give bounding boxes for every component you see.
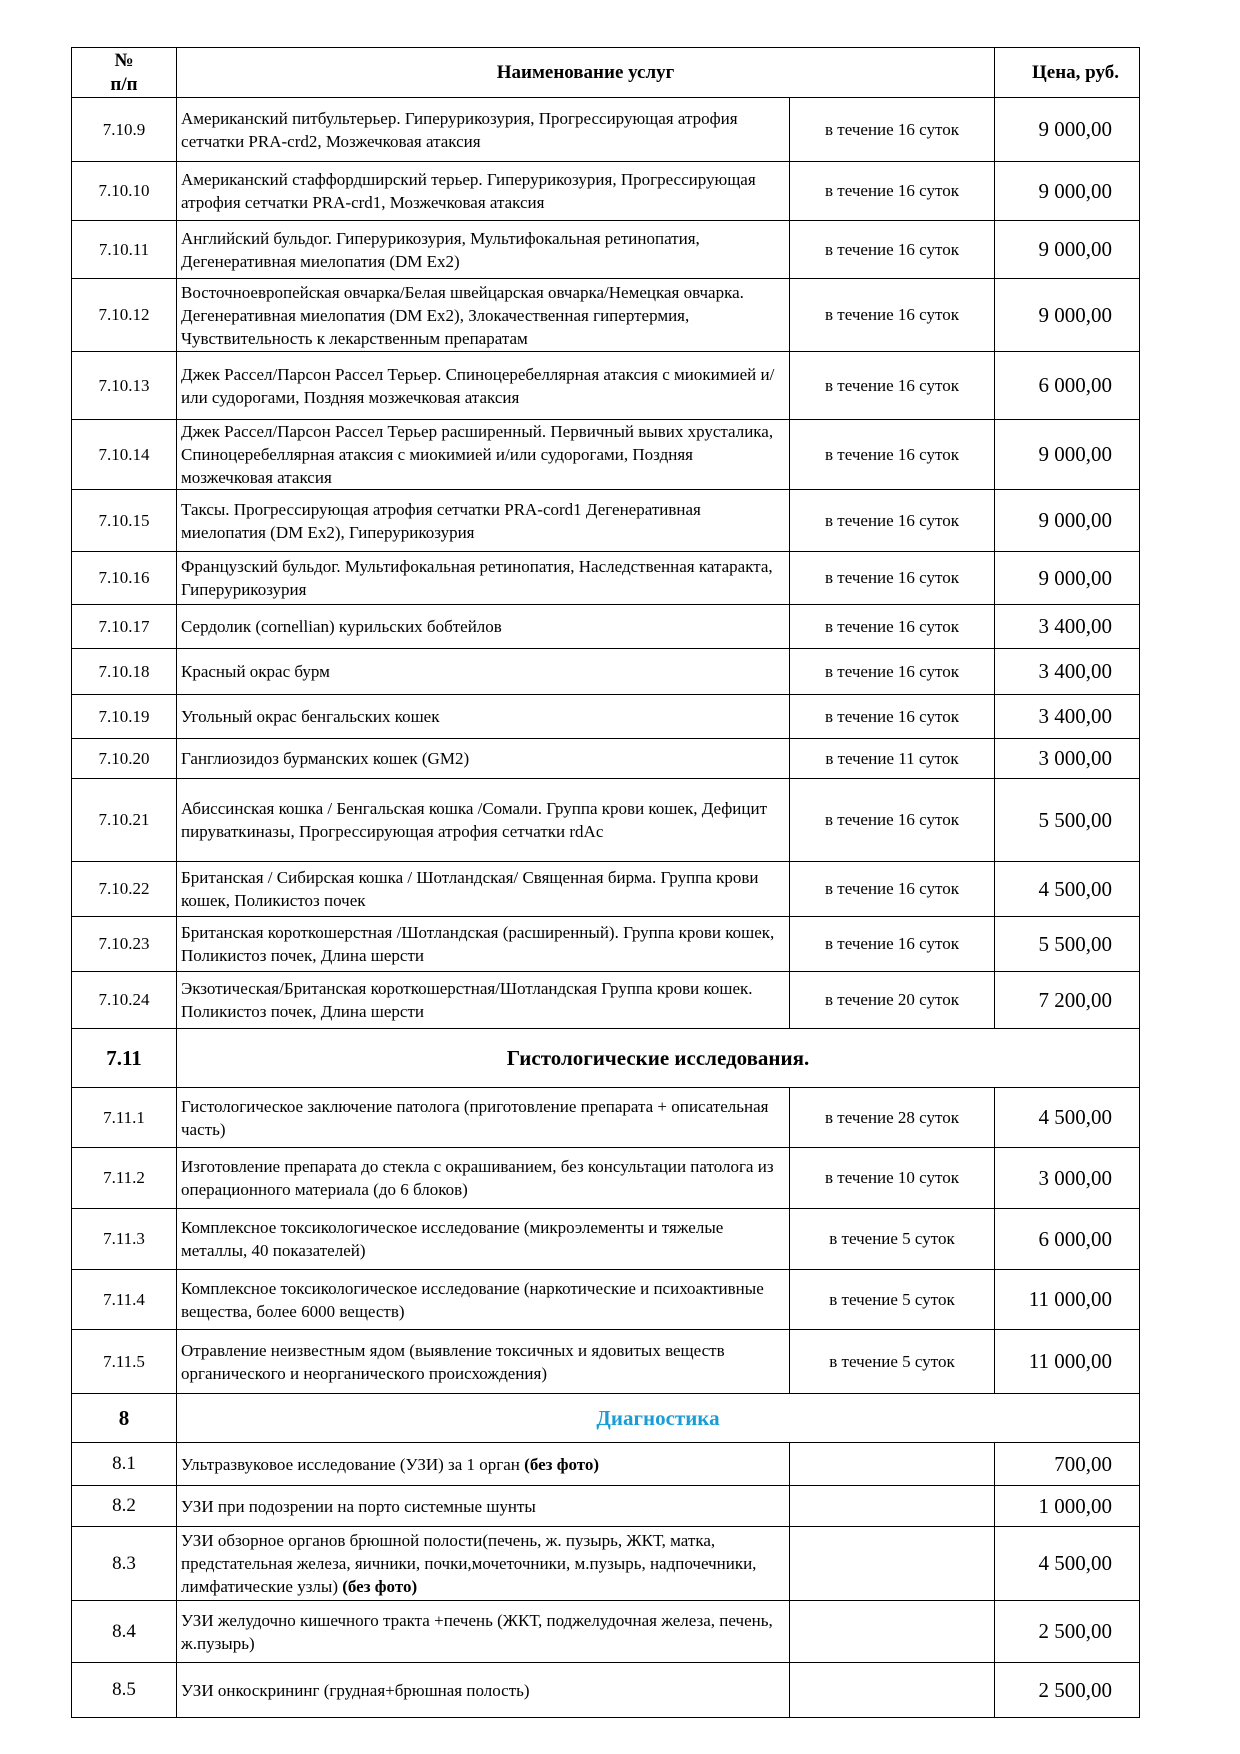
service-name: Изготовление препарата до стекла с окрашиванием, без консультации патолога из операционного материала (до 6 блоков): [177, 1148, 790, 1209]
service-name: Американский питбультерьер. Гиперурикозурия, Прогрессирующая атрофия сетчатки PRA-crd2, Мозжечковая атаксия: [177, 98, 790, 162]
service-term: в течение 16 суток: [790, 98, 995, 162]
service-price: 3 400,00: [995, 605, 1140, 649]
header-number-line2: п/п: [110, 73, 138, 95]
service-price: 1 000,00: [995, 1486, 1140, 1527]
service-price: 5 500,00: [995, 917, 1140, 972]
service-term: в течение 16 суток: [790, 279, 995, 352]
service-name: Джек Рассел/Парсон Рассел Терьер расширенный. Первичный вывих хрусталика, Спиноцеребеллярная атаксия с миокимией и/или судорогами, Поздняя мозжечковая атаксия: [177, 420, 790, 490]
service-price: 9 000,00: [995, 279, 1140, 352]
service-name: [177, 1663, 790, 1718]
service-term: в течение 16 суток: [790, 490, 995, 552]
service-price: 5 500,00: [995, 779, 1140, 862]
service-term: в течение 11 суток: [790, 739, 995, 779]
header-number-line1: №: [114, 49, 134, 71]
service-price: 3 000,00: [995, 739, 1140, 779]
service-name: Экзотическая/Британская короткошерстная/Шотландская Группа крови кошек. Поликистоз почек, Длина шерсти: [177, 972, 790, 1029]
service-price: 11 000,00: [995, 1330, 1140, 1394]
service-price: 9 000,00: [995, 162, 1140, 221]
service-name-note: (без фото): [342, 1577, 418, 1596]
table-row: [72, 779, 1140, 862]
service-term: в течение 5 суток: [790, 1330, 995, 1394]
table-row: [72, 739, 1140, 779]
table-header-row: [72, 48, 1140, 98]
table-row: [72, 1330, 1140, 1394]
service-price: 3 400,00: [995, 649, 1140, 695]
row-number: 7.10.22: [72, 862, 177, 917]
service-price: 4 500,00: [995, 1088, 1140, 1148]
table-row: [72, 972, 1140, 1029]
table-row: [72, 1209, 1140, 1270]
row-number: 7.11.5: [72, 1330, 177, 1394]
row-number: 7.11.4: [72, 1270, 177, 1330]
section-header-row: [72, 1394, 1140, 1443]
service-term: в течение 16 суток: [790, 420, 995, 490]
service-term: в течение 10 суток: [790, 1148, 995, 1209]
row-number: 7.10.9: [72, 98, 177, 162]
service-name-text: УЗИ при подозрении на порто системные шунты: [181, 1496, 536, 1516]
service-price: 7 200,00: [995, 972, 1140, 1029]
header-number-cell: [72, 48, 177, 98]
service-price: 6 000,00: [995, 1209, 1140, 1270]
section-number: 8: [72, 1394, 177, 1443]
service-price: 9 000,00: [995, 420, 1140, 490]
service-name: Таксы. Прогрессирующая атрофия сетчатки PRA-cord1 Дегенеративная миелопатия (DM Ex2), Гиперурикозурия: [177, 490, 790, 552]
row-number: 7.10.19: [72, 695, 177, 739]
row-number: 7.10.14: [72, 420, 177, 490]
service-term-empty: [790, 1601, 995, 1663]
service-price: 6 000,00: [995, 352, 1140, 420]
row-number: 8.1: [72, 1443, 177, 1486]
service-name-text: УЗИ обзорное органов брюшной полости(печень, ж. пузырь, ЖКТ, матка, предстательная железа, яичники, почки,мочеточники, м.пузырь, надпочечники, лимфатические узлы): [181, 1531, 757, 1596]
table-row: [72, 552, 1140, 605]
service-term: в течение 16 суток: [790, 779, 995, 862]
service-term: в течение 16 суток: [790, 552, 995, 605]
table-row: [72, 605, 1140, 649]
service-term: в течение 16 суток: [790, 917, 995, 972]
service-name: Красный окрас бурм: [177, 649, 790, 695]
table-row: [72, 1443, 1140, 1486]
service-price: 3 000,00: [995, 1148, 1140, 1209]
table-row: [72, 1486, 1140, 1527]
service-price: 11 000,00: [995, 1270, 1140, 1330]
row-number: 7.10.13: [72, 352, 177, 420]
row-number: 7.10.18: [72, 649, 177, 695]
service-price: 9 000,00: [995, 490, 1140, 552]
row-number: 7.11.1: [72, 1088, 177, 1148]
table-row: [72, 221, 1140, 279]
header-name-cell: Наименование услуг: [177, 48, 995, 98]
service-term: в течение 16 суток: [790, 695, 995, 739]
table-row: [72, 649, 1140, 695]
row-number: 7.10.23: [72, 917, 177, 972]
service-price: 700,00: [995, 1443, 1140, 1486]
service-term: в течение 16 суток: [790, 221, 995, 279]
row-number: 7.10.10: [72, 162, 177, 221]
service-price: 9 000,00: [995, 552, 1140, 605]
table-row: [72, 1663, 1140, 1718]
service-name: [177, 1443, 790, 1486]
row-number: 7.10.17: [72, 605, 177, 649]
table-row: [72, 1088, 1140, 1148]
row-number: 7.10.24: [72, 972, 177, 1029]
service-term: в течение 28 суток: [790, 1088, 995, 1148]
header-price-cell: Цена, руб.: [995, 48, 1140, 98]
service-name: Отравление неизвестным ядом (выявление токсичных и ядовитых веществ органического и неорганического происхождения): [177, 1330, 790, 1394]
service-term: в течение 16 суток: [790, 605, 995, 649]
service-name: Британская / Сибирская кошка / Шотландская/ Священная бирма. Группа крови кошек, Поликистоз почек: [177, 862, 790, 917]
table-row: [72, 98, 1140, 162]
row-number: 7.10.20: [72, 739, 177, 779]
service-term: в течение 16 суток: [790, 162, 995, 221]
row-number: 7.10.12: [72, 279, 177, 352]
service-name: Британская короткошерстная /Шотландская (расширенный). Группа крови кошек, Поликистоз почек, Длина шерсти: [177, 917, 790, 972]
service-name: Английский бульдог. Гиперурикозурия, Мультифокальная ретинопатия, Дегенеративная миелопатия (DM Ex2): [177, 221, 790, 279]
service-price: 2 500,00: [995, 1663, 1140, 1718]
service-name: Комплексное токсикологическое исследование (наркотические и психоактивные вещества, более 6000 веществ): [177, 1270, 790, 1330]
service-name-text: УЗИ онкоскрининг (грудная+брюшная полость): [181, 1680, 530, 1700]
service-price: 2 500,00: [995, 1601, 1140, 1663]
row-number: 7.11.2: [72, 1148, 177, 1209]
service-term-empty: [790, 1486, 995, 1527]
table-row: [72, 279, 1140, 352]
row-number: 7.10.11: [72, 221, 177, 279]
service-price: 4 500,00: [995, 1527, 1140, 1601]
service-price: 4 500,00: [995, 862, 1140, 917]
service-name: [177, 1601, 790, 1663]
service-name: Комплексное токсикологическое исследование (микроэлементы и тяжелые металлы, 40 показателей): [177, 1209, 790, 1270]
row-number: 8.2: [72, 1486, 177, 1527]
service-name: Гистологическое заключение патолога (приготовление препарата + описательная часть): [177, 1088, 790, 1148]
service-name: Американский стаффордширский терьер. Гиперурикозурия, Прогрессирующая атрофия сетчатки PRA-crd1, Мозжечковая атаксия: [177, 162, 790, 221]
table-row: [72, 1527, 1140, 1601]
service-term: в течение 16 суток: [790, 649, 995, 695]
table-row: [72, 490, 1140, 552]
service-name-text: УЗИ желудочно кишечного тракта +печень (ЖКТ, поджелудочная железа, печень, ж.пузырь): [181, 1610, 773, 1653]
service-term-empty: [790, 1527, 995, 1601]
service-name: Французский бульдог. Мультифокальная ретинопатия, Наследственная катаракта, Гиперурикозурия: [177, 552, 790, 605]
table-row: [72, 1148, 1140, 1209]
service-price: 3 400,00: [995, 695, 1140, 739]
service-name: Угольный окрас бенгальских кошек: [177, 695, 790, 739]
row-number: 7.11.3: [72, 1209, 177, 1270]
service-name: Абиссинская кошка / Бенгальская кошка /Сомали. Группа крови кошек, Дефицит пируваткиназы, Прогрессирующая атрофия сетчатки rdAc: [177, 779, 790, 862]
service-name-note: (без фото): [524, 1454, 600, 1474]
service-term: в течение 5 суток: [790, 1270, 995, 1330]
table-row: [72, 695, 1140, 739]
service-name-text: Ультразвуковое исследование (УЗИ) за 1 орган: [181, 1454, 525, 1474]
service-term: в течение 16 суток: [790, 862, 995, 917]
price-table: [71, 47, 1140, 1718]
service-term-empty: [790, 1663, 995, 1718]
section-title: Диагностика: [177, 1394, 1140, 1443]
table-row: [72, 917, 1140, 972]
service-term: в течение 16 суток: [790, 352, 995, 420]
row-number: 7.10.16: [72, 552, 177, 605]
service-term: в течение 5 суток: [790, 1209, 995, 1270]
section-number: 7.11: [72, 1029, 177, 1088]
table-row: [72, 1601, 1140, 1663]
table-row: [72, 1270, 1140, 1330]
service-name: Ганглиозидоз бурманских кошек (GM2): [177, 739, 790, 779]
section-title: Гистологические исследования.: [177, 1029, 1140, 1088]
table-row: [72, 162, 1140, 221]
service-name: Джек Рассел/Парсон Рассел Терьер. Спиноцеребеллярная атаксия с миокимией и/или судорогами, Поздняя мозжечковая атаксия: [177, 352, 790, 420]
section-header-row: [72, 1029, 1140, 1088]
row-number: 8.5: [72, 1663, 177, 1718]
row-number: 8.3: [72, 1527, 177, 1601]
table-row: [72, 420, 1140, 490]
service-term-empty: [790, 1443, 995, 1486]
table-row: [72, 862, 1140, 917]
service-term: в течение 20 суток: [790, 972, 995, 1029]
table-row: [72, 352, 1140, 420]
row-number: 7.10.15: [72, 490, 177, 552]
service-name: [177, 1527, 790, 1601]
service-name: [177, 1486, 790, 1527]
service-price: 9 000,00: [995, 98, 1140, 162]
row-number: 8.4: [72, 1601, 177, 1663]
service-price: 9 000,00: [995, 221, 1140, 279]
row-number: 7.10.21: [72, 779, 177, 862]
service-name: Сердолик (cornellian) курильских бобтейлов: [177, 605, 790, 649]
service-name: Восточноевропейская овчарка/Белая швейцарская овчарка/Немецкая овчарка. Дегенеративная миелопатия (DM Ex2), Злокачественная гипертермия, Чувствительность к лекарственным препаратам: [177, 279, 790, 352]
